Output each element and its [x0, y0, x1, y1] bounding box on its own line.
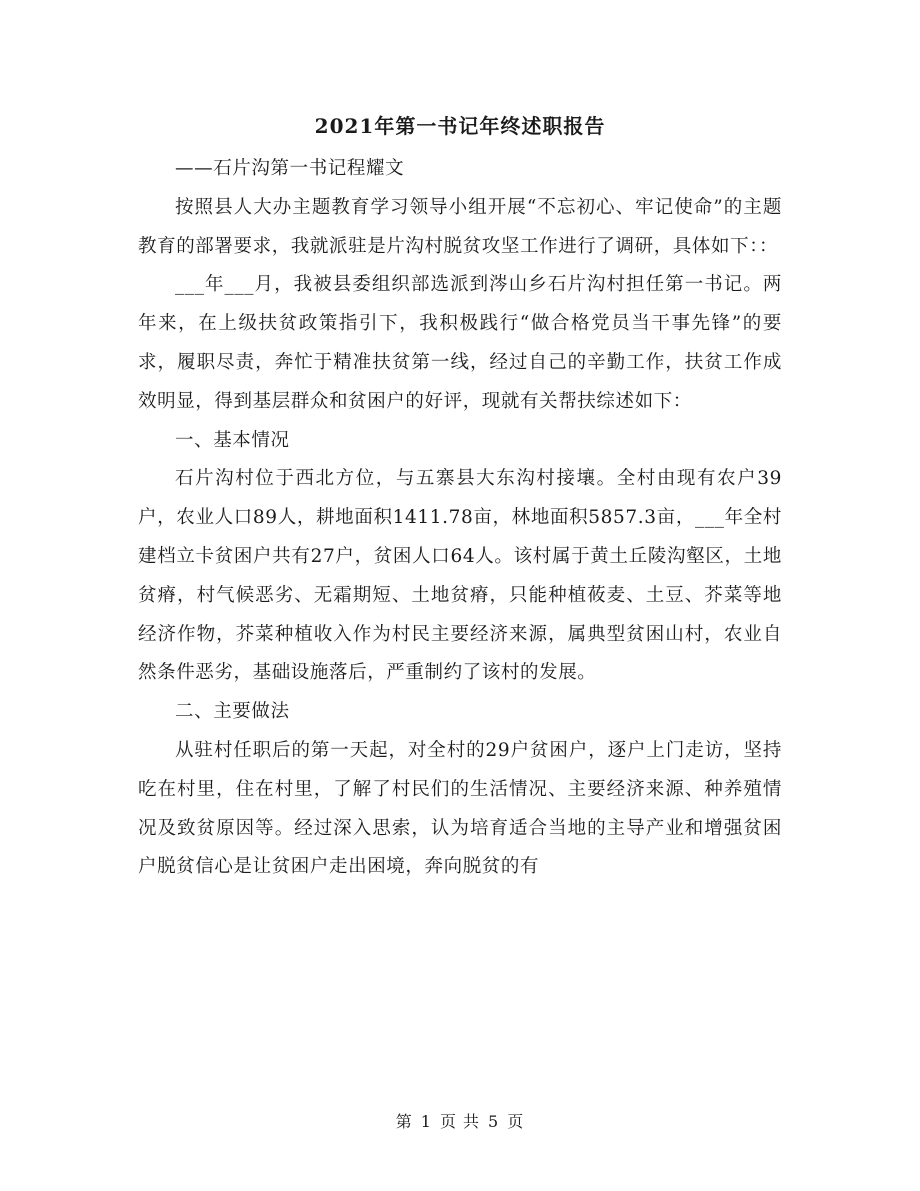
section-heading: 二、主要做法	[175, 701, 290, 723]
document-title: 2021年第一书记年终述职报告	[314, 114, 606, 138]
paragraph: 石片沟村位于西北方位，与五寨县大东沟村接壤。全村由现有农户39户，农业人口89人，耕地面积1411.78亩，林地面积5857.3亩，___年全村建档立卡贫困户共有27户，贫困人口64人。该村属于黄土丘陵沟壑区，土地贫瘠，村气候恶劣、无霜期短、土地贫瘠，只能种植莜麦、土豆、芥菜等地经济作物，芥菜种植收入作为村民主要经济来源，属典型贫困山村，农业自然条件恶劣，基础设施落后，严重制约了该村的发展。	[138, 468, 782, 684]
paragraph: ___年___月，我被县委组织部选派到涔山乡石片沟村担任第一书记。两年来，在上级扶贫政策指引下，我积极践行“做合格党员当干事先锋”的要求，履职尽责，奔忙于精准扶贫第一线，经过自己的辛勤工作，扶贫工作成效明显，得到基层群众和贫困户的好评，现就有关帮扶综述如下：	[138, 274, 782, 412]
section-heading: 一、基本情况	[175, 429, 290, 451]
footer-page-number: 1	[420, 1112, 432, 1131]
paragraph: 按照县人大办主题教育学习领导小组开展“不忘初心、牢记使命”的主题教育的部署要求，我就派驻是片沟村脱贫攻坚工作进行了调研，具体如下：：	[138, 196, 782, 257]
footer-total-pages: 5	[488, 1112, 500, 1131]
paragraph: 从驻村任职后的第一天起，对全村的29户贫困户，逐户上门走访，坚持吃在村里，住在村里，了解了村民们的生活情况、主要经济来源、种养殖情况及致贫原因等。经过深入思索，认为培育适合当地的主导产业和增强贫困户脱贫信心是让贫困户走出困境，奔向脱贫的有	[138, 739, 782, 878]
document-body	[138, 150, 782, 887]
footer-middle: 页 共	[439, 1112, 481, 1131]
page-footer	[0, 1110, 920, 1134]
footer-prefix: 第	[395, 1112, 413, 1131]
author-line: ——石片沟第一书记程耀文	[175, 158, 405, 179]
footer-suffix: 页	[507, 1112, 525, 1131]
